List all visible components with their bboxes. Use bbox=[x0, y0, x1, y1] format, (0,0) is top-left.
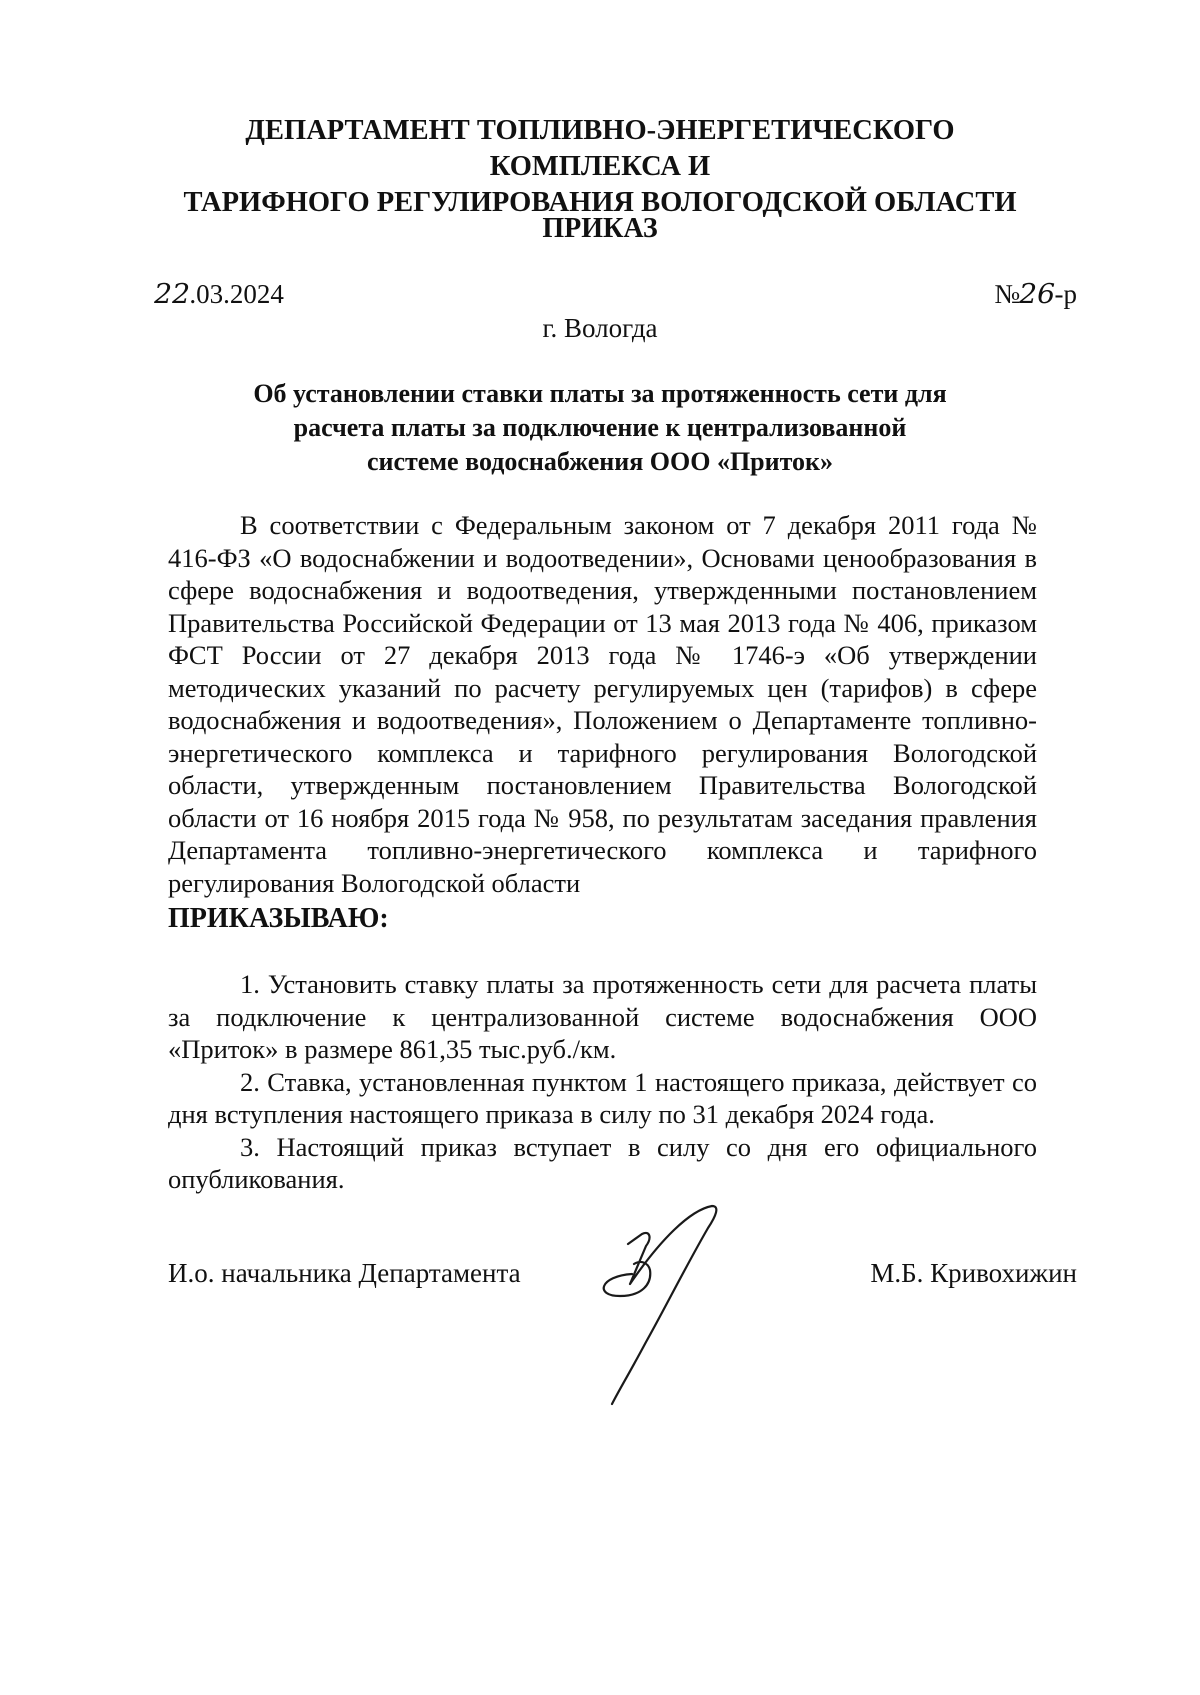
preamble-paragraph: В соответствии с Федеральным законом от 7 декабря 2011 года № 416-ФЗ «О водоснабжении и водоотведении», Основами ценообразования в сфере водоснабжения и водоотведения, утвержденными постановлением Правительства Российской Федерации от 13 мая 2013 года № 406, приказом ФСТ России от 27 декабря 2013 года № 1746-э «Об утверждении методических указаний по расчету регулируемых цен (тарифов) в сфере водоснабжения и водоотведения», Положением о Департаменте топливно-энергетического комплекса и тарифного регулирования Вологодской области, утвержденным постановлением Правительства Вологодской области от 16 ноября 2015 года № 958, по результатам заседания правления Департамента топливно-энергетического комплекса и тарифного регулирования Вологодской области bbox=[168, 510, 1037, 898]
order-title: ПРИКАЗ bbox=[542, 213, 658, 244]
number-sign: № bbox=[994, 279, 1021, 309]
handwritten-signature bbox=[590, 1200, 790, 1410]
handwritten-number: 26 bbox=[1019, 279, 1056, 310]
order-item-2: 2. Ставка, установленная пунктом 1 настоящего приказа, действует со дня вступления настоящего приказа в силу по 31 декабря 2024 года. bbox=[168, 1066, 1037, 1129]
order-number bbox=[994, 277, 1077, 312]
command-heading: ПРИКАЗЫВАЮ: bbox=[168, 903, 389, 934]
order-subject bbox=[150, 377, 1050, 479]
handwritten-day: 22 bbox=[154, 279, 191, 310]
city: г. Вологда bbox=[542, 313, 658, 343]
department-line-1: ДЕПАРТАМЕНТ ТОПЛИВНО-ЭНЕРГЕТИЧЕСКОГО КОМПЛЕКСА И bbox=[245, 115, 955, 182]
signatory-name: М.Б. Кривохижин bbox=[870, 1258, 1077, 1288]
order-items bbox=[168, 968, 1037, 1196]
department-line-2: ТАРИФНОГО РЕГУЛИРОВАНИЯ ВОЛОГОДСКОЙ ОБЛАСТИ bbox=[183, 187, 1017, 218]
date-month-year: .03.2024 bbox=[189, 279, 284, 309]
signatory-role: И.о. начальника Департамента bbox=[168, 1258, 521, 1288]
subject-line-3: системе водоснабжения ООО «Приток» bbox=[366, 447, 834, 476]
order-date bbox=[155, 277, 284, 312]
number-suffix: -р bbox=[1054, 279, 1077, 309]
subject-line-1: Об установлении ставки платы за протяженность сети для bbox=[253, 379, 947, 408]
department-name bbox=[150, 113, 1050, 221]
order-item-3: 3. Настоящий приказ вступает в силу со дня его официального опубликования. bbox=[168, 1131, 1037, 1194]
subject-line-2: расчета платы за подключение к централизованной bbox=[293, 413, 907, 442]
order-item-1: 1. Установить ставку платы за протяженность сети для расчета платы за подключение к централизованной системе водоснабжения ООО «Приток» в размере 861,35 тыс.руб./км. bbox=[168, 969, 1037, 1064]
